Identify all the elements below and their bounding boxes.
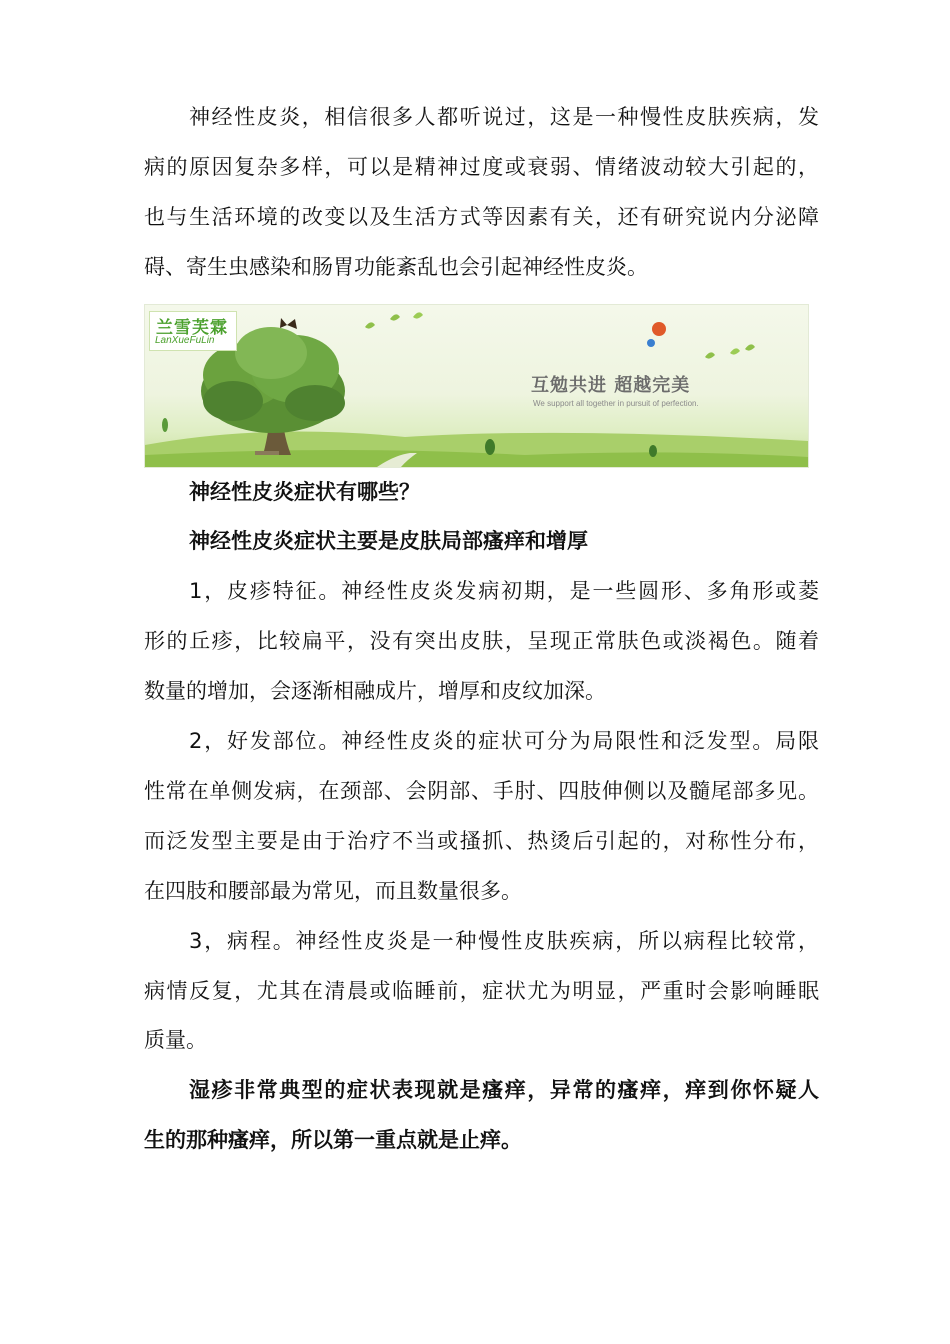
brand-banner-image [144, 304, 809, 468]
item-line: 形的丘疹，比较扁平，没有突出皮肤，呈现正常肤色或淡褐色。随着 [144, 629, 819, 653]
conclusion-line: 生的那种瘙痒，所以第一重点就是止痒。 [144, 1128, 522, 1152]
brand-logo [149, 311, 237, 351]
banner-slogan: 互勉共进 超越完美 [531, 375, 691, 396]
item-line: 质量。 [144, 1028, 207, 1052]
intro-line: 神经性皮炎，相信很多人都听说过，这是一种慢性皮肤疾病，发 [189, 105, 819, 129]
item-line: 数量的增加，会逐渐相融成片，增厚和皮纹加深。 [144, 679, 606, 703]
brand-logo-cn: 兰雪芙霖 [156, 318, 228, 338]
item-line: 在四肢和腰部最为常见，而且数量很多。 [144, 879, 522, 903]
tree-landscape-illustration [145, 305, 808, 467]
section-heading: 神经性皮炎症状有哪些？ [189, 480, 420, 504]
banner-slogan-en: We support all together in pursuit of perfection. [533, 399, 699, 408]
conclusion-line: 湿疹非常典型的症状表现就是瘙痒，异常的瘙痒，痒到你怀疑人 [189, 1078, 819, 1102]
item-line: 3，病程。神经性皮炎是一种慢性皮肤疾病，所以病程比较常， [189, 929, 819, 953]
item-line: 1，皮疹特征。神经性皮炎发病初期，是一些圆形、多角形或菱 [189, 579, 819, 603]
item-line: 病情反复，尤其在清晨或临睡前，症状尤为明显，严重时会影响睡眠 [144, 979, 819, 1003]
intro-line: 病的原因复杂多样，可以是精神过度或衰弱、情绪波动较大引起的， [144, 155, 819, 179]
item-line: 2，好发部位。神经性皮炎的症状可分为局限性和泛发型。局限 [189, 729, 819, 753]
item-line: 而泛发型主要是由于治疗不当或搔抓、热烫后引起的，对称性分布， [144, 829, 819, 853]
intro-line: 也与生活环境的改变以及生活方式等因素有关，还有研究说内分泌障 [144, 205, 819, 229]
section-subheading: 神经性皮炎症状主要是皮肤局部瘙痒和增厚 [189, 529, 588, 553]
intro-line: 碍、寄生虫感染和肠胃功能紊乱也会引起神经性皮炎。 [144, 255, 648, 279]
brand-logo-en: LanXueFuLin [155, 335, 215, 346]
item-line: 性常在单侧发病，在颈部、会阴部、手肘、四肢伸侧以及髓尾部多见。 [144, 779, 819, 803]
